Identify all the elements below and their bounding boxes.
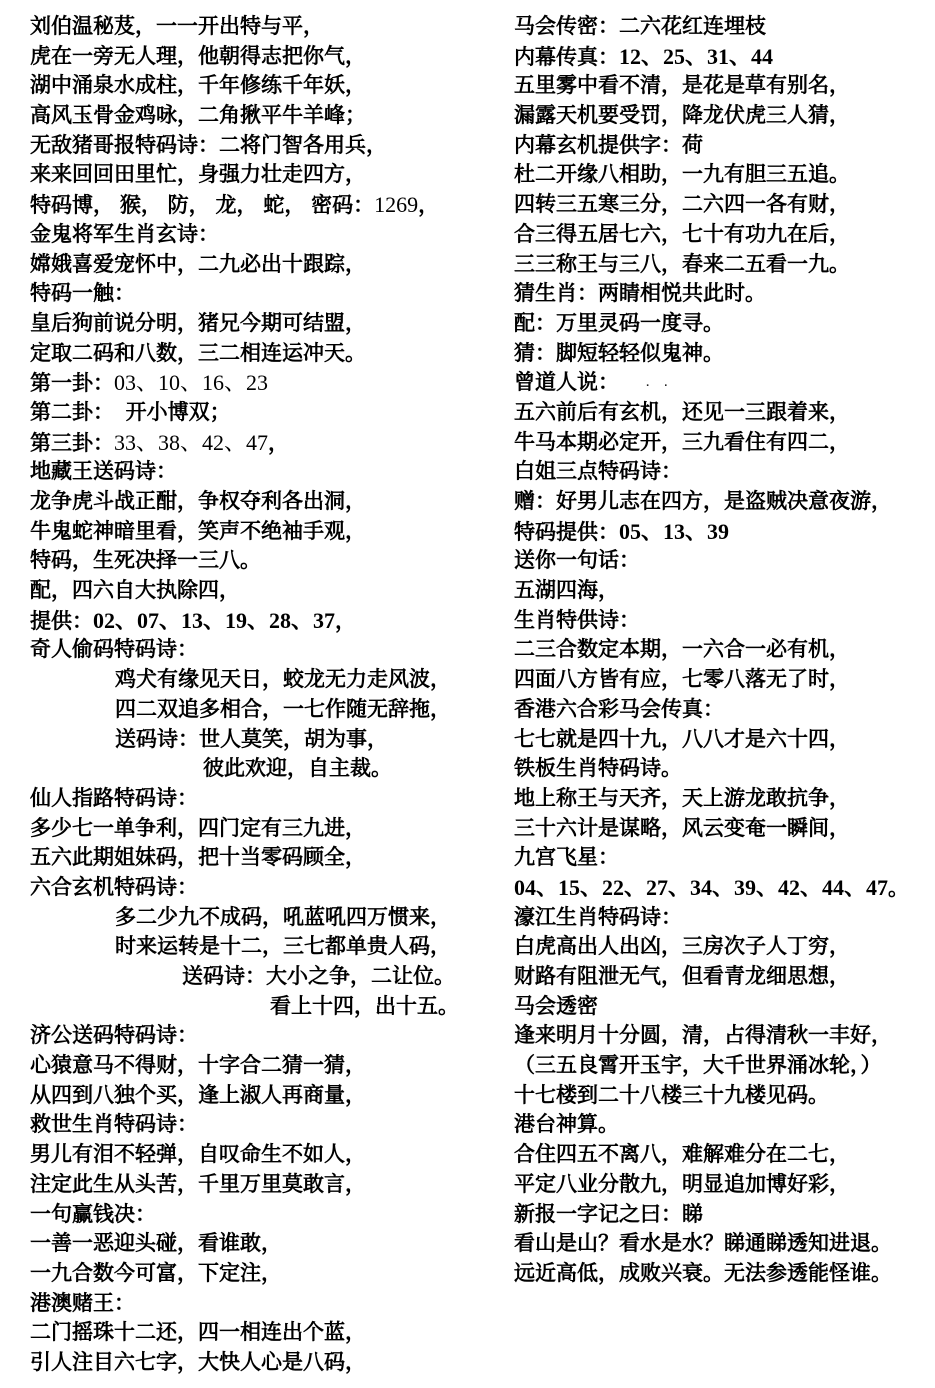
text-segment: 漏露天机要受罚，降龙伏虎三人猜， <box>514 104 850 128</box>
text-line <box>514 1229 934 1259</box>
text-segment: 特码提供： <box>514 520 619 544</box>
text-segment: 内幕玄机提供字：荷 <box>514 133 703 157</box>
text-line <box>30 457 490 487</box>
text-segment: 远近高低，成败兴衰。无法参透能怪谁。 <box>514 1261 892 1285</box>
text-line <box>30 487 490 517</box>
text-segment: 引人注目六七字，大快人心是八码， <box>30 1350 366 1374</box>
text-line <box>30 190 490 220</box>
text-line <box>30 279 490 309</box>
text-line <box>30 1081 490 1111</box>
text-segment: 看山是山？看水是水？睇通睇透知进退。 <box>514 1232 892 1256</box>
text-line <box>30 131 490 161</box>
text-line <box>514 279 934 309</box>
text-line <box>514 160 934 190</box>
left-column <box>30 12 490 1378</box>
text-segment: 内幕传真： <box>514 45 619 69</box>
text-segment: 湖中涌泉水成柱，千年修练千年妖， <box>30 74 366 98</box>
text-segment: 三三称王与三八，春来二五看一九。 <box>514 252 850 276</box>
text-segment: 濠江生肖特码诗： <box>514 905 682 929</box>
text-line <box>514 665 934 695</box>
text-line <box>514 814 934 844</box>
text-segment: 鸡犬有缘见天日，蛟龙无力走风波， <box>115 668 451 692</box>
text-segment: 香港六合彩马会传真： <box>514 697 724 721</box>
text-line <box>30 398 490 428</box>
text-segment: 逢来明月十分圆，清，占得清秋一丰好， <box>514 1024 892 1048</box>
text-segment: 港台神算。 <box>514 1113 619 1137</box>
text-segment: 嫦娥喜爱宠怀中，二九必出十跟踪， <box>30 252 366 276</box>
text-segment: 从四到八独个买，逢上淑人再商量， <box>30 1083 366 1107</box>
text-segment: 猜生肖：两睛相悦共此时。 <box>514 282 766 306</box>
text-line <box>30 250 490 280</box>
text-line <box>30 101 490 131</box>
text-line <box>30 814 490 844</box>
text-line <box>30 1229 490 1259</box>
text-segment: 龙争虎斗战正酣，争权夺利各出洞， <box>30 490 366 513</box>
text-segment: 新报一字记之曰：睇 <box>514 1202 703 1226</box>
text-line <box>514 131 934 161</box>
text-segment: 二门摇珠十二还，四一相连出个蓝， <box>30 1321 366 1345</box>
text-segment: 看上十四，出十五。 <box>270 994 459 1018</box>
text-segment: 配，四六自大执除四， <box>30 579 240 603</box>
text-line <box>30 725 490 755</box>
text-segment: 五里雾中看不清，是花是草有别名， <box>514 74 850 98</box>
text-line <box>514 250 934 280</box>
text-segment: 牛马本期必定开，三九看住有四二， <box>514 430 850 454</box>
text-line <box>514 576 934 606</box>
text-segment: 心猿意马不得财，十字合二猜一猜， <box>30 1054 366 1078</box>
text-line <box>30 1110 490 1140</box>
text-line <box>30 1348 490 1378</box>
text-line <box>514 1140 934 1170</box>
text-line <box>514 695 934 725</box>
text-segment: 无敌猪哥报特码诗：二将门智各用兵， <box>30 133 387 157</box>
text-line <box>514 101 934 131</box>
text-line <box>514 1051 934 1081</box>
text-line <box>30 784 490 814</box>
text-line <box>514 754 934 784</box>
text-line <box>30 368 490 398</box>
text-segment: 送码诗：世人莫笑，胡为事， <box>115 727 388 751</box>
text-line <box>30 220 490 250</box>
text-line <box>30 635 490 665</box>
text-segment: 五湖四海， <box>514 579 619 603</box>
text-line <box>30 309 490 339</box>
text-segment: 救世生肖特码诗： <box>30 1113 198 1137</box>
text-segment: 多少七一单争利，四门定有三九进， <box>30 816 366 840</box>
text-line <box>514 843 934 873</box>
text-segment: 白虎高出人出凶，三房次子人丁穷， <box>514 935 850 959</box>
text-segment: 二三合数定本期，一六合一必有机， <box>514 638 850 662</box>
number-sequence: 03、10、16、23 <box>114 370 269 396</box>
text-line <box>30 71 490 101</box>
text-line <box>30 576 490 606</box>
number-sequence: 05、13、39 <box>619 518 730 544</box>
text-segment: 奇人偷码特码诗： <box>30 638 198 662</box>
text-segment: 特码博， 猴， 防， 龙， 蛇， 密码： <box>30 194 375 218</box>
text-segment: 一九合数今可富，下定注， <box>30 1261 282 1285</box>
text-line <box>514 932 934 962</box>
text-line <box>514 190 934 220</box>
text-segment: 提供： <box>30 609 93 633</box>
text-line <box>514 487 934 517</box>
text-segment: ， <box>335 609 357 633</box>
number-sequence: 04、15、22、27、34、39、42、44、47 <box>514 874 889 900</box>
text-segment: 四二双追多相合，一七作随无辞拖， <box>115 697 451 721</box>
text-segment: 港澳赌王： <box>30 1291 135 1315</box>
text-line <box>30 428 490 458</box>
text-segment: 杜二开缘八相助，一九有胆三五追。 <box>514 163 850 187</box>
text-segment: 济公送码特码诗： <box>30 1024 198 1048</box>
text-line <box>30 992 490 1022</box>
text-line <box>514 309 934 339</box>
text-segment: 送码诗：大小之争，二让位。 <box>182 965 455 988</box>
text-line <box>30 42 490 72</box>
text-segment: 虎在一旁无人理，他朝得志把你气， <box>30 44 366 68</box>
text-segment: 四面八方皆有应，七零八落无了时， <box>514 668 850 692</box>
text-segment: 特码，生死决择一三八。 <box>30 549 261 573</box>
text-segment: 三十六计是谋略，风云变奄一瞬间， <box>514 816 850 840</box>
text-segment: 一句赢钱决： <box>30 1202 156 1226</box>
text-line <box>30 339 490 369</box>
text-line <box>514 1170 934 1200</box>
text-segment: 彼此欢迎，自主裁。 <box>203 757 392 781</box>
text-line <box>514 992 934 1022</box>
text-line <box>30 1200 490 1230</box>
text-line <box>30 665 490 695</box>
text-line <box>514 903 934 933</box>
text-segment: 配：万里灵码一度寻。 <box>514 311 724 335</box>
text-line <box>514 962 934 992</box>
text-segment: 刘伯温秘芨，一一开出特与平， <box>30 15 324 38</box>
text-line <box>514 517 934 547</box>
text-segment: 猜：脚短轻轻似鬼神。 <box>514 341 724 365</box>
text-line <box>30 1318 490 1348</box>
text-line <box>30 1021 490 1051</box>
text-line <box>30 606 490 636</box>
text-line <box>30 932 490 962</box>
text-segment: 曾道人说： <box>514 371 619 395</box>
text-segment: 第二卦： 开小博双； <box>30 400 231 424</box>
text-segment: 白姐三点特码诗： <box>514 460 682 484</box>
number-sequence: 12、25、31、44 <box>619 43 774 69</box>
text-line <box>30 1170 490 1200</box>
text-line <box>514 71 934 101</box>
text-segment: 仙人指路特码诗： <box>30 786 198 810</box>
text-line <box>514 784 934 814</box>
text-line <box>30 1259 490 1289</box>
text-segment: 赠：好男儿志在四方，是盗贼决意夜游， <box>514 490 892 513</box>
text-segment: 高风玉骨金鸡咏，二角揪平牛羊峰； <box>30 104 366 128</box>
text-segment: 四转三五寒三分，二六四一各有财， <box>514 193 850 217</box>
text-line <box>514 339 934 369</box>
text-segment: 皇后狗前说分明，猪兄今期可结盟， <box>30 311 366 335</box>
text-segment: 马会透密 <box>514 994 598 1018</box>
number-sequence: 33、38、42、47 <box>114 429 269 455</box>
text-line <box>514 1259 934 1289</box>
text-segment: 合三得五居七六，七十有功九在后， <box>514 222 850 246</box>
text-line <box>514 12 934 42</box>
text-segment: ， <box>268 431 290 455</box>
text-line <box>514 1081 934 1111</box>
text-segment: 九宫飞星： <box>514 846 619 870</box>
text-segment: 特码一触： <box>30 282 135 306</box>
text-segment: 来来回回田里忙，身强力壮走四方， <box>30 163 366 187</box>
text-line <box>30 1289 490 1319</box>
text-segment: 平定八业分散九，明显追加博好彩， <box>514 1172 850 1196</box>
text-segment: 时来运转是十二，三七都单贵人码， <box>115 935 451 959</box>
text-line <box>514 1200 934 1230</box>
text-segment: 第三卦： <box>30 431 114 455</box>
text-line <box>30 12 490 42</box>
text-line <box>30 962 490 992</box>
text-line <box>30 1051 490 1081</box>
text-segment: 六合玄机特码诗： <box>30 875 198 899</box>
text-line <box>514 1021 934 1051</box>
text-line <box>514 1110 934 1140</box>
text-line <box>30 517 490 547</box>
text-segment: 五六前后有玄机，还见一三跟着来， <box>514 400 850 424</box>
text-line <box>514 725 934 755</box>
text-segment: 金鬼将军生肖玄诗： <box>30 222 219 246</box>
text-line <box>30 873 490 903</box>
text-segment: 生肖特供诗： <box>514 608 640 632</box>
number-sequence: 1269 <box>374 192 419 218</box>
text-line <box>30 160 490 190</box>
text-segment: 注定此生从头苦，千里万里莫敢言， <box>30 1172 366 1196</box>
text-line <box>514 457 934 487</box>
text-line <box>30 1140 490 1170</box>
text-line <box>514 368 934 398</box>
text-line <box>514 635 934 665</box>
text-line <box>30 903 490 933</box>
text-segment: ， <box>418 194 440 218</box>
text-line <box>514 428 934 458</box>
text-line <box>514 873 934 903</box>
right-column <box>514 12 934 1289</box>
text-segment: 男儿有泪不轻弹，自叹命生不如人， <box>30 1143 366 1167</box>
text-line <box>30 843 490 873</box>
number-sequence: 02、07、13、19、28、37 <box>93 607 336 633</box>
text-segment: 多二少九不成码，吼蓝吼四万惯来， <box>115 905 451 929</box>
text-segment: 第一卦： <box>30 372 114 396</box>
text-segment: 合住四五不离八，难解难分在二七， <box>514 1143 850 1167</box>
text-line <box>514 546 934 576</box>
text-segment: 。 <box>888 876 910 900</box>
text-line <box>30 754 490 784</box>
text-segment: . . <box>619 377 674 390</box>
text-line <box>30 546 490 576</box>
text-segment: 铁板生肖特码诗。 <box>514 757 682 781</box>
text-line <box>30 695 490 725</box>
text-line <box>514 220 934 250</box>
text-segment: 一善一恶迎头碰，看谁敢， <box>30 1232 282 1256</box>
text-segment: 地上称王与天齐，天上游龙敢抗争， <box>514 786 850 810</box>
text-segment: 五六此期姐妹码，把十当零码顾全， <box>30 846 366 870</box>
text-segment: 地藏王送码诗： <box>30 460 177 484</box>
text-line <box>514 42 934 72</box>
text-segment: 财路有阻泄无气，但看青龙细思想， <box>514 965 850 988</box>
text-segment: 马会传密：二六花红连埋枝 <box>514 15 766 38</box>
text-segment: 十七楼到二十八楼三十九楼见码。 <box>514 1083 829 1107</box>
text-segment: 定取二码和八数，三二相连运冲天。 <box>30 341 366 365</box>
text-line <box>514 398 934 428</box>
text-line <box>514 606 934 636</box>
text-segment: （三五良霄开玉宇，大千世界涌冰轮，） <box>514 1054 882 1078</box>
text-segment: 七七就是四十九，八八才是六十四， <box>514 727 850 751</box>
text-segment: 送你一句话： <box>514 549 640 573</box>
text-segment: 牛鬼蛇神暗里看，笑声不绝袖手观， <box>30 519 366 543</box>
